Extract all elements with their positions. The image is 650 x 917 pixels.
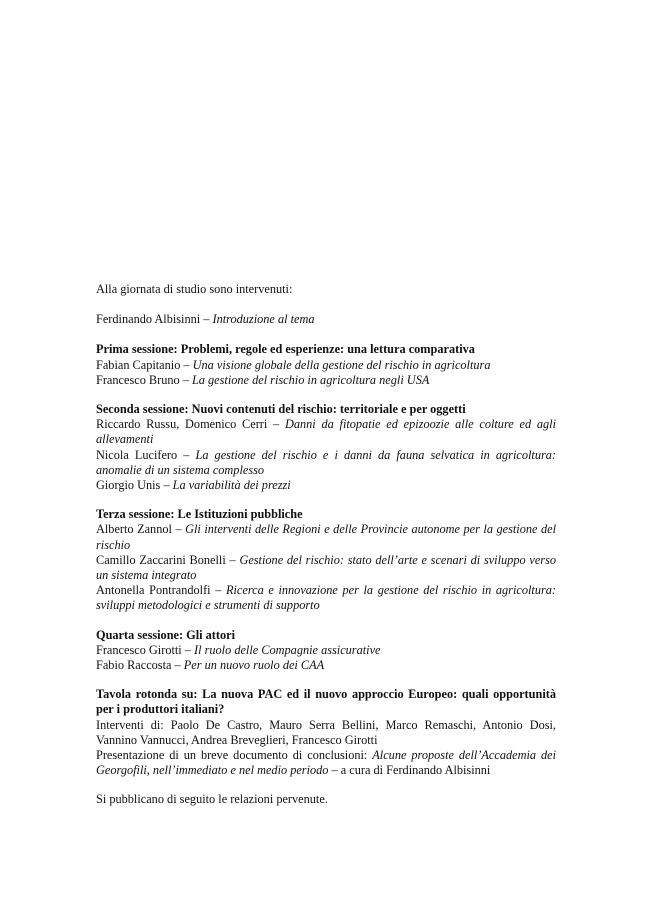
entry-separator: – [267,417,285,432]
entry-separator: – [200,312,213,327]
session-entry [96,478,556,493]
intro-text: Alla giornata di studio sono intervenuti: [96,282,293,296]
session-title: Terza sessione: Le Istituzioni pubbliche [96,507,303,522]
entry-title: Gestione del rischio: stato dell’arte e scenari di sviluppo verso un sistema integrato [96,552,557,583]
round-table-presentation [96,748,556,778]
entry-author: Alberto Zannol [96,522,172,537]
entry-title: Una visione globale della gestione del rischio in agricoltura [192,357,491,372]
entry-title: Gli interventi delle Regioni e delle Provincie autonome per la gestione del rischio [96,522,557,552]
session-title: Quarta sessione: Gli attori [96,627,236,642]
spacer [96,297,556,312]
session-3 [96,507,556,613]
entry-author: Nicola Lucifero [96,447,178,462]
round-table [96,687,556,778]
entry-separator: – [181,642,195,657]
entry-separator: – [171,658,184,673]
presentation-title: Alcune proposte dell’Accademia dei Georgofili, nell’immediato e nel medio periodo [96,748,556,778]
entry-separator: – [225,552,240,567]
entry-separator: – [160,478,173,493]
entry-separator: – [180,357,193,372]
session-entry [96,553,556,583]
document-body [96,282,556,808]
entry-title: La variabilità dei prezzi [172,478,291,493]
entry-separator: – [210,583,226,598]
entry-title: Ricerca e innovazione per la gestione del rischio in agricoltura: sviluppi metodologici e strumenti di supporto [96,583,556,613]
spacer [96,493,556,507]
entry-author: Giorgio Unis [96,478,161,493]
session-title: Prima sessione: Problemi, regole ed esperienze: una lettura comparativa [96,342,475,357]
session-entry [96,373,556,388]
entry-author: Francesco Bruno [96,372,180,387]
entry-separator: – [179,372,192,387]
presentation-prefix: Presentazione di un breve documento di conclusioni: [96,748,373,763]
spacer [96,673,556,687]
entry-title: Per un nuovo ruolo dei CAA [183,658,325,673]
entry-title: Il ruolo delle Compagnie assicurative [194,642,381,657]
spacer [96,327,556,342]
entry-author: Ferdinando Albisinni [96,312,201,327]
round-table-speakers: Interventi di: Paolo De Castro, Mauro Serra Bellini, Marco Remaschi, Antonio Dosi, Vannino Vannucci, Andrea Breveglieri, Francesco Girotti [96,717,556,747]
entry-separator: – [177,447,196,462]
session-entry [96,358,556,373]
session-4 [96,628,556,674]
entry-author: Camillo Zaccarini Bonelli [96,552,226,567]
session-1 [96,342,556,388]
entry-separator: – [171,522,186,537]
closing-text: Si pubblicano di seguito le relazioni pervenute. [96,792,328,807]
round-table-title: Tavola rotonda su: La nuova PAC ed il nuovo approccio Europeo: quali opportunità per i produttori italiani? [96,687,556,717]
entry-title: La gestione del rischio in agricoltura negli USA [191,372,430,387]
session-entry [96,643,556,658]
entry-title: La gestione del rischio e i danni da fauna selvatica in agricoltura: anomalie di un sistema complesso [96,447,557,477]
spacer [96,614,556,628]
session-entry [96,522,556,552]
entry-title: Danni da fitopatie ed epizoozie alle colture ed agli allevamenti [96,417,556,447]
session-2 [96,402,556,493]
session-entry [96,583,556,613]
session-title: Seconda sessione: Nuovi contenuti del rischio: territoriale e per oggetti [96,402,466,417]
entry-author: Fabian Capitanio [96,357,181,372]
entry-author: Francesco Girotti [96,642,182,657]
entry-author: Antonella Pontrandolfi [96,583,211,598]
session-entry [96,448,556,478]
entry-title: Introduzione al tema [212,312,315,327]
session-entry [96,658,556,673]
session-entry [96,417,556,447]
presentation-suffix: – a cura di Ferdinando Albisinni [328,763,491,778]
opening-entry [96,312,556,327]
spacer [96,388,556,402]
entry-author: Fabio Raccosta [96,658,172,673]
spacer [96,778,556,792]
entry-author: Riccardo Russu, Domenico Cerri [96,417,268,432]
